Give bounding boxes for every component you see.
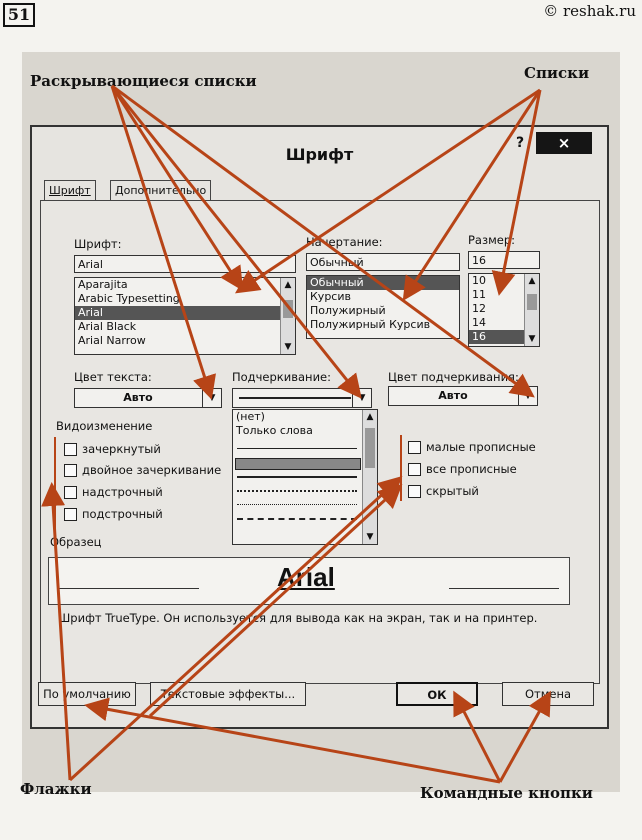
effects-label: Видоизменение <box>56 419 153 433</box>
size-label: Размер: <box>468 233 516 247</box>
list-item[interactable]: 16 <box>469 330 539 344</box>
list-item[interactable]: Arabic Typesetting <box>78 292 180 305</box>
list-item[interactable]: Arial Black <box>78 320 137 333</box>
arrow-to-font-list-from-dropdowns <box>112 86 240 286</box>
default-button[interactable]: По умолчанию <box>38 682 136 706</box>
page-number: 51 <box>3 3 35 27</box>
dialog-title: Шрифт <box>285 145 354 164</box>
font-description: Шрифт TrueType. Он используется для вывода как на экран, так и на принтер. <box>58 611 538 625</box>
list-item[interactable]: 14 <box>472 316 486 329</box>
font-input[interactable]: Arial <box>74 255 296 273</box>
callout-buttons: Командные кнопки <box>420 784 593 802</box>
small-caps-checkbox[interactable]: малые прописные <box>408 439 536 457</box>
font-label: Шрифт: <box>74 237 122 251</box>
callout-dropdowns: Раскрывающиеся списки <box>30 72 257 90</box>
preview-sample: Arial <box>277 562 335 592</box>
underline-label: Подчеркивание: <box>232 370 331 384</box>
arrow-to-font-list <box>240 90 540 290</box>
tab-font[interactable]: Шрифт <box>44 180 96 201</box>
chevron-down-icon[interactable]: ▼ <box>352 389 371 407</box>
help-icon[interactable]: ? <box>516 135 525 151</box>
chevron-down-icon[interactable]: ▼ <box>518 387 537 405</box>
cancel-button[interactable]: Отмена <box>502 682 594 706</box>
scroll-up-icon[interactable]: ▲ <box>284 280 292 290</box>
arrow-to-left-checkboxes <box>52 488 70 780</box>
ok-button[interactable]: ОК <box>396 682 478 706</box>
arrow-to-right-checkboxes-2 <box>150 488 398 716</box>
subscript-checkbox[interactable]: подстрочный <box>64 506 163 524</box>
callout-checkboxes: Флажки <box>20 780 92 798</box>
list-item[interactable]: Полужирный <box>310 304 386 317</box>
arrow-to-ok-button <box>456 696 500 782</box>
scroll-up-icon[interactable]: ▲ <box>528 276 536 286</box>
callout-lists: Списки <box>524 64 590 82</box>
arrow-to-default-button <box>90 706 500 782</box>
superscript-checkbox[interactable]: надстрочный <box>64 484 163 502</box>
list-item[interactable]: 10 <box>472 274 486 287</box>
text-effects-button[interactable]: Текстовые эффекты... <box>150 682 306 706</box>
scroll-down-icon[interactable]: ▼ <box>284 342 292 352</box>
text-color-label: Цвет текста: <box>74 370 152 384</box>
preview-label: Образец <box>50 535 102 549</box>
list-item[interactable]: (нет) <box>236 410 265 423</box>
style-input[interactable]: Обычный <box>306 253 460 271</box>
list-item[interactable]: Курсив <box>310 290 351 303</box>
size-input[interactable]: 16 <box>468 251 540 269</box>
scroll-up-icon[interactable]: ▲ <box>366 412 374 422</box>
list-item[interactable]: 12 <box>472 302 486 315</box>
arrow-to-right-checkboxes <box>70 480 398 780</box>
list-item[interactable]: 11 <box>472 288 486 301</box>
underline-color-label: Цвет подчеркивания: <box>388 370 519 384</box>
list-item[interactable]: Aparajita <box>78 278 128 291</box>
double-strikethrough-checkbox[interactable]: двойное зачеркивание <box>64 462 221 480</box>
list-item[interactable]: Arial Narrow <box>78 334 146 347</box>
chevron-down-icon[interactable]: ▼ <box>202 389 221 407</box>
close-button[interactable]: × <box>536 132 592 154</box>
scroll-down-icon[interactable]: ▼ <box>366 532 374 542</box>
all-caps-checkbox[interactable]: все прописные <box>408 461 517 479</box>
strikethrough-checkbox[interactable]: зачеркнутый <box>64 441 161 459</box>
underline-color-value: Авто <box>438 389 468 402</box>
site-credit: © reshak.ru <box>543 2 636 20</box>
list-item[interactable]: Полужирный Курсив <box>310 318 431 331</box>
text-color-value: Авто <box>123 391 153 404</box>
list-item[interactable]: Arial <box>75 306 295 320</box>
style-label: Начертание: <box>306 235 383 249</box>
hidden-checkbox[interactable]: скрытый <box>408 483 479 501</box>
list-item[interactable]: Только слова <box>236 424 313 437</box>
scroll-down-icon[interactable]: ▼ <box>528 334 536 344</box>
tab-advanced[interactable]: Дополнительно <box>110 180 211 201</box>
arrow-to-text-color <box>112 86 210 394</box>
arrow-to-cancel-button <box>500 696 548 782</box>
list-item[interactable]: Обычный <box>307 276 459 290</box>
